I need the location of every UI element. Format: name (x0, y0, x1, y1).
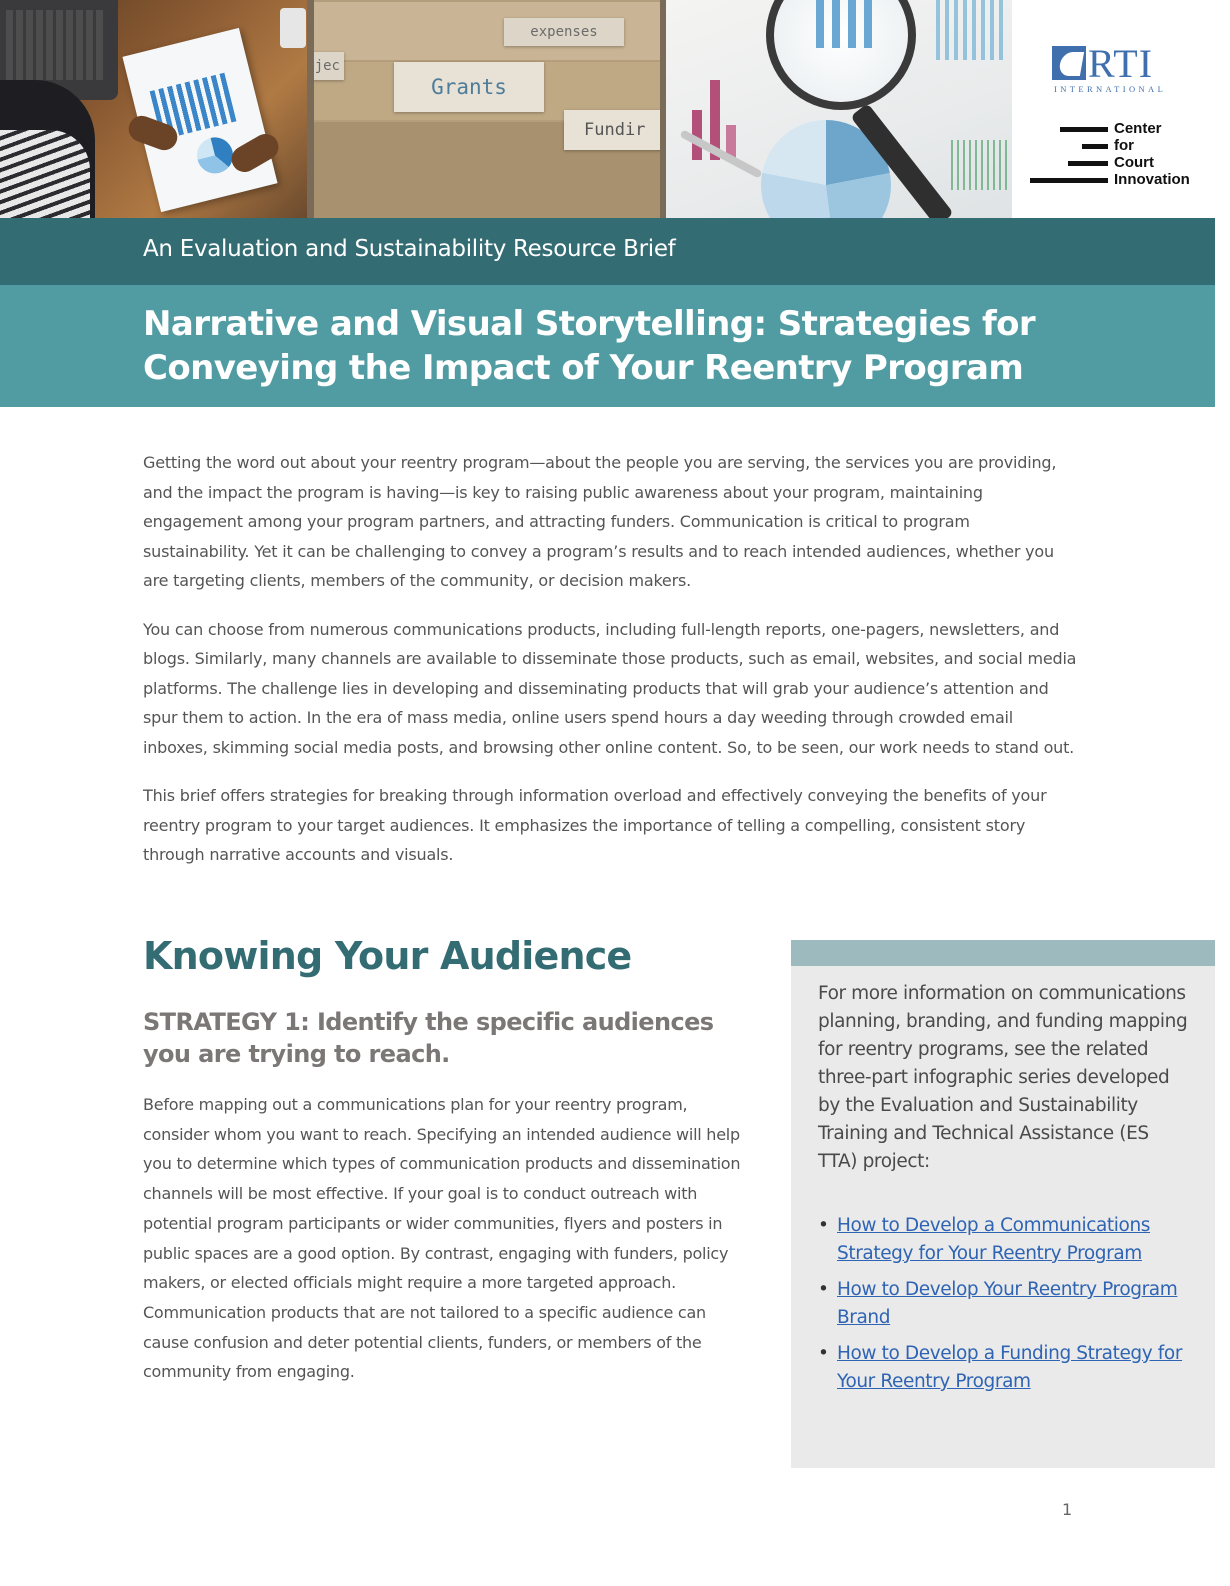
bullet-icon: • (818, 1215, 829, 1236)
cci-logo-text: Center for Court Innovation (1114, 120, 1190, 188)
rti-logo-text: RTI (1088, 41, 1154, 86)
sidebar-intro: For more information on communications planning, branding, and funding mapping for reentry programs, see the related three-part infographic series developed by the Evaluation and Sustainability Training and Technical Assistance (ES TTA) project: (818, 983, 1188, 1172)
photo-file-folders (314, 0, 660, 218)
folder-tab-funding: Fundir (564, 110, 660, 150)
link-funding-strategy[interactable]: How to Develop a Funding Strategy for Your Reentry Program (837, 1343, 1183, 1392)
folder-tab-expenses: expenses (504, 18, 624, 46)
rti-international-logo (1052, 41, 1174, 96)
link-program-brand[interactable]: How to Develop Your Reentry Program Brand (837, 1279, 1178, 1328)
page-title: Narrative and Visual Storytelling: Strategies for Conveying the Impact of Your Reentry Program (143, 304, 1036, 388)
center-for-court-innovation-logo (1030, 120, 1210, 190)
list-item (818, 1212, 1198, 1268)
photo-magnifier-charts (666, 0, 1012, 218)
link-communications-strategy[interactable]: How to Develop a Communications Strategy for Your Reentry Program (837, 1215, 1151, 1264)
page-number: 1 (1062, 1500, 1073, 1519)
intro-paragraph: This brief offers strategies for breaking through information overload and effectively conveying the benefits of your reentry program to your target audiences. It emphasizes the importance of telling a compelling, consistent story through narrative accounts and visuals. (143, 786, 1047, 864)
header-photo-strip (0, 0, 1012, 218)
folder-tab-project: jec (314, 52, 344, 80)
rti-logo-subtext: INTERNATIONAL (1054, 84, 1167, 94)
rti-mark-icon (1052, 46, 1086, 80)
strategy-heading: STRATEGY 1: Identify the specific audiences you are trying to reach. (143, 1008, 714, 1068)
magnifier-icon (766, 0, 916, 110)
intro-section (143, 448, 1078, 889)
list-item (818, 1340, 1198, 1396)
intro-paragraph: You can choose from numerous communications products, including full-length reports, one-pagers, newsletters, and blogs. Similarly, many channels are available to disseminate those products, such as email, websites, and social media platforms. The challenge lies in developing and disseminating products that will grab your audience’s attention and spur them to action. In the era of mass media, online users spend hours a day weeding through crowded email inboxes, skimming social media posts, and browsing other online content. So, to be seen, our work needs to stand out. (143, 619, 1077, 757)
sidebar-link-list (818, 1212, 1198, 1404)
intro-paragraph: Getting the word out about your reentry program—about the people you are serving, the services you are providing, and the impact the program is having—is key to raising public awareness about your program, maintaining engagement among your program partners, and attracting funders. Communication is critical to program sustainability. Yet it can be challenging to convey a program’s results and to reach intended audiences, whether you are targeting clients, members of the community, or decision makers. (143, 453, 1057, 590)
photo-charts-on-desk (0, 0, 307, 218)
strategy-paragraph: Before mapping out a communications plan for your reentry program, consider whom you want to reach. Specifying an intended audience will help you to determine which types of communication products and dissemination channels will be most effective. If your goal is to conduct outreach with potential program participants or wider communities, flyers and posters in public spaces are a good option. By contrast, engaging with funders, policy makers, or elected officials might require a more targeted approach. Communication products that are not tailored to a specific audience can cause confusion and deter potential clients, funders, or members of the community from engaging. (143, 1095, 741, 1382)
section-heading: Knowing Your Audience (143, 934, 632, 978)
cup-image (280, 8, 306, 48)
bullet-icon: • (818, 1343, 829, 1364)
folder-tab-grants: Grants (394, 62, 544, 112)
list-item (818, 1276, 1198, 1332)
more-info-sidebar (791, 940, 1215, 1468)
sidebar-accent-bar (791, 940, 1215, 966)
brief-label: An Evaluation and Sustainability Resource Brief (143, 236, 676, 262)
bullet-icon: • (818, 1279, 829, 1300)
